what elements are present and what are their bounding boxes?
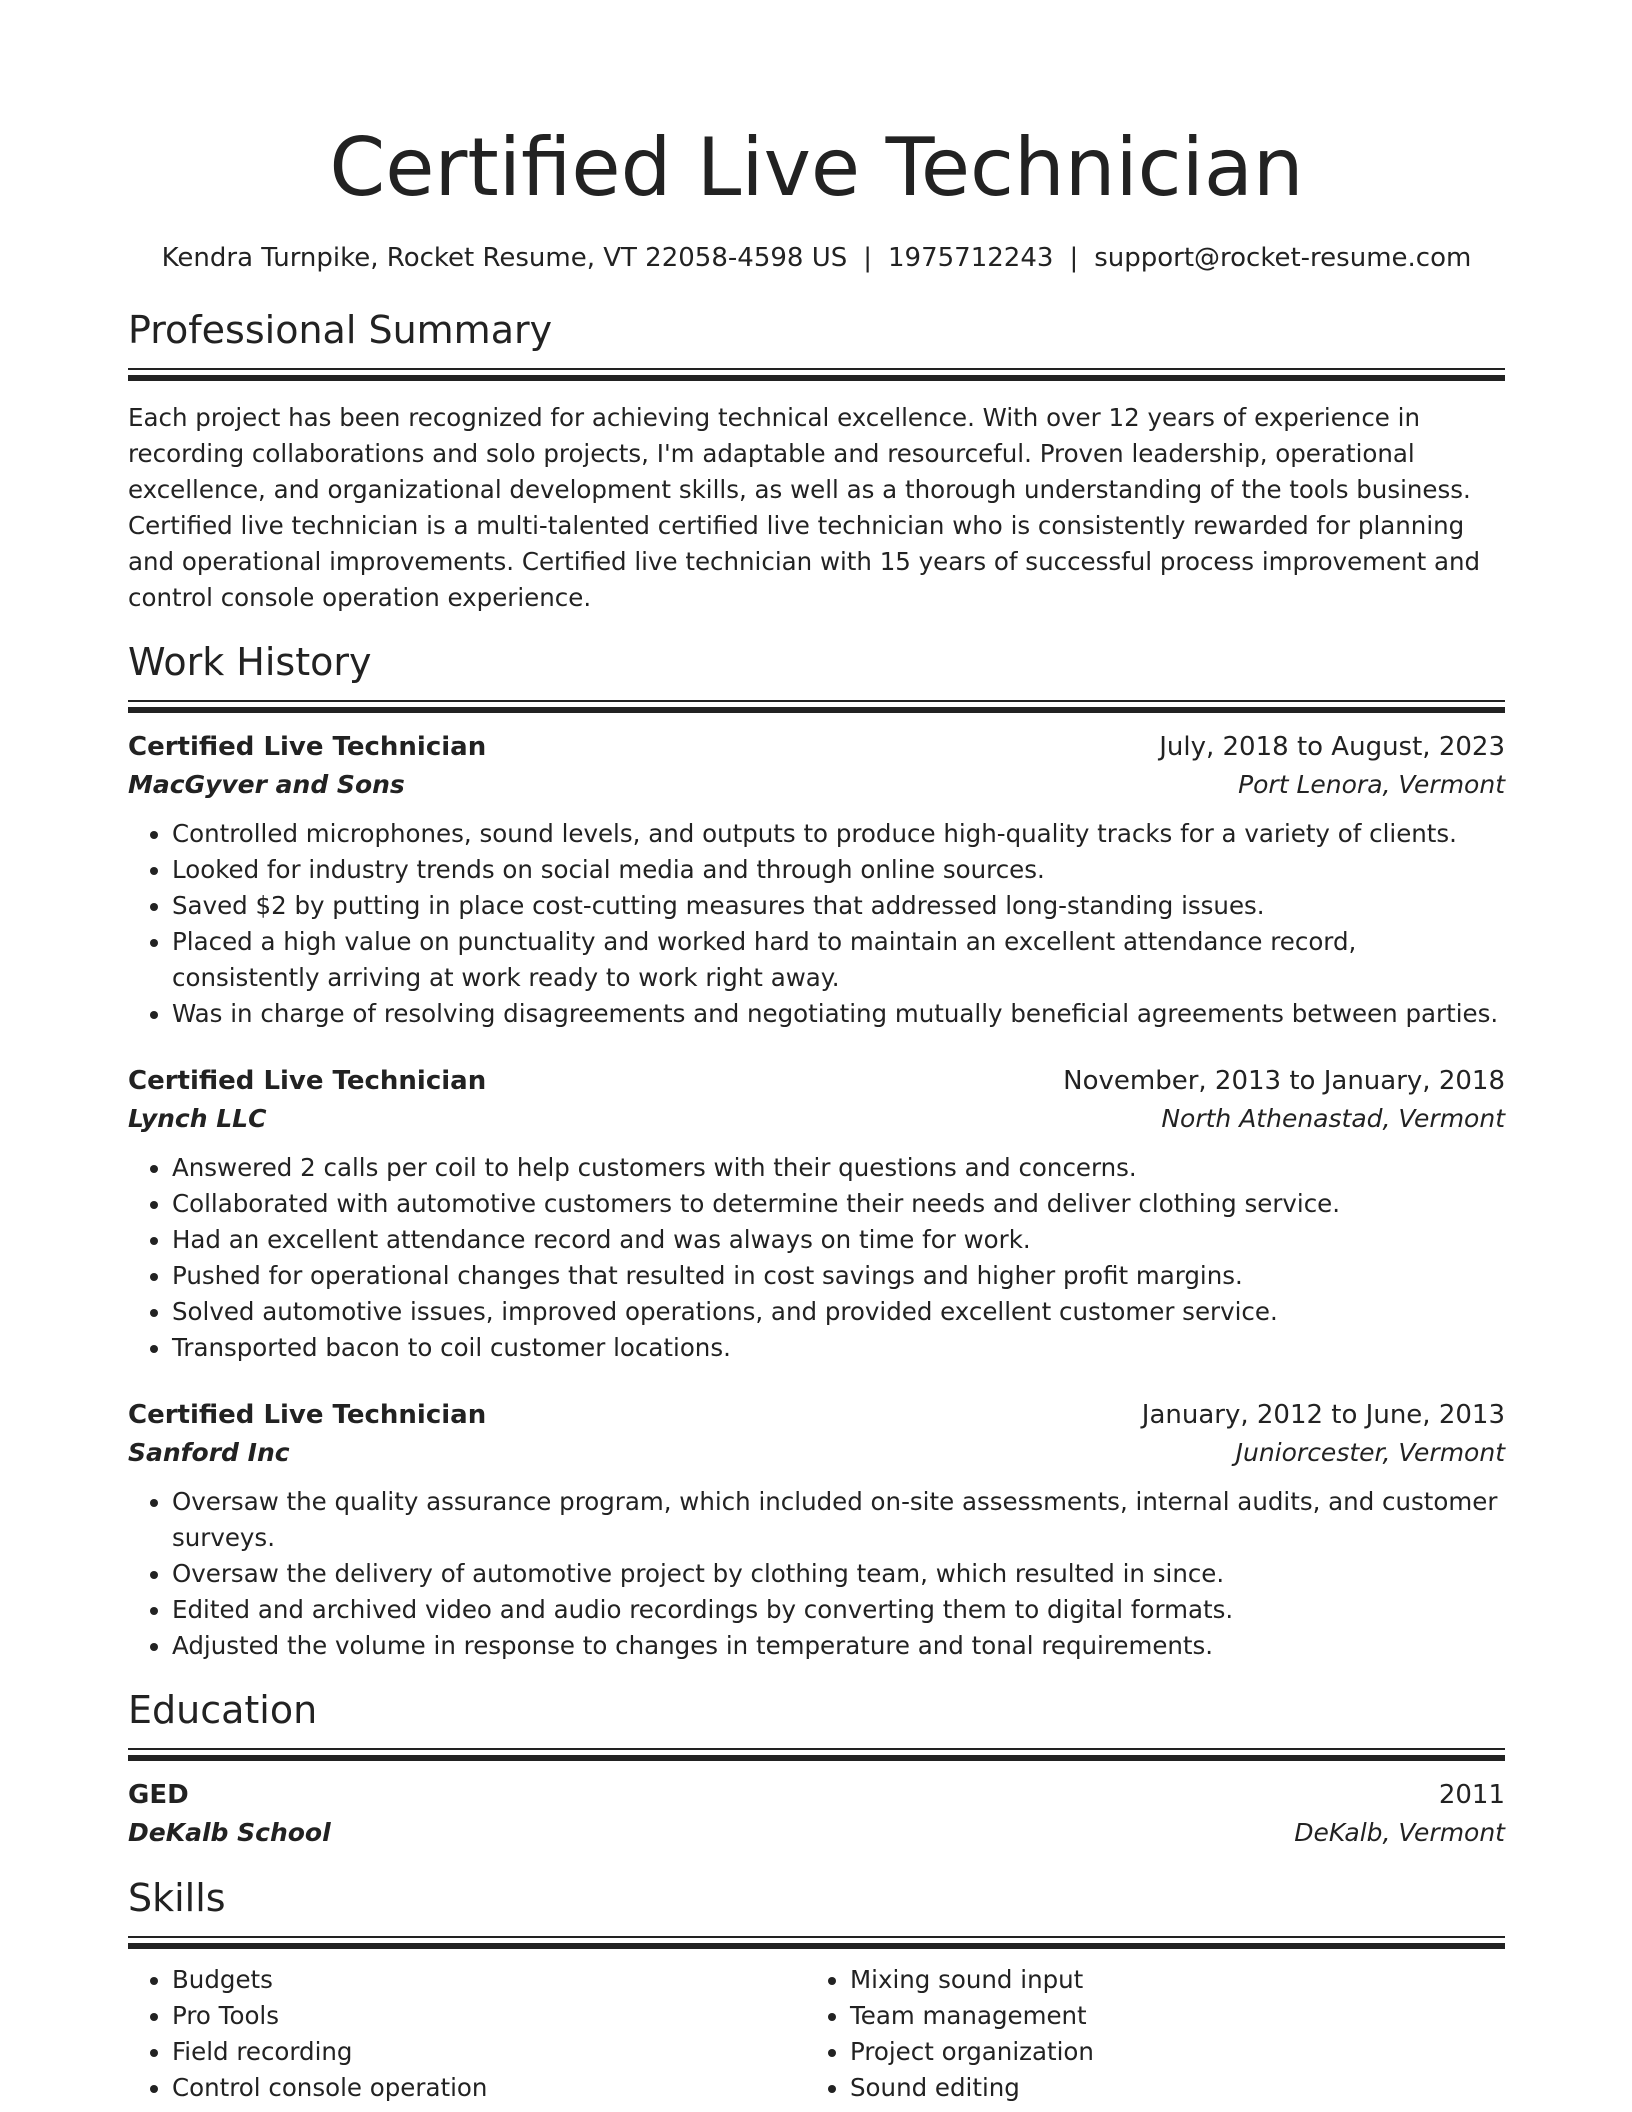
job-company: MacGyver and Sons bbox=[128, 770, 405, 799]
section-heading-summary: Professional Summary bbox=[128, 308, 553, 352]
contact-separator: | bbox=[863, 243, 873, 273]
list-item: • Edited and archived video and audio recordings by converting them to digital formats. bbox=[172, 1592, 1505, 1628]
job-dates: January, 2012 to June, 2013 bbox=[1141, 1400, 1505, 1430]
job-location: Juniorcester, Vermont bbox=[1235, 1438, 1505, 1467]
list-item: • Collaborated with automotive customers to determine their needs and deliver clothing service. bbox=[172, 1186, 1505, 1222]
education-year: 2011 bbox=[1438, 1780, 1505, 1810]
education-section bbox=[128, 1686, 1505, 1852]
education-school: DeKalb School bbox=[128, 1818, 331, 1847]
section-divider bbox=[128, 368, 1505, 382]
job-entry bbox=[128, 1062, 1505, 1366]
job-bullets bbox=[128, 1484, 1505, 1664]
skill-item: • Project organization bbox=[850, 2034, 1484, 2070]
list-item: • Oversaw the delivery of automotive project by clothing team, which resulted in since. bbox=[172, 1556, 1505, 1592]
education-degree: GED bbox=[128, 1780, 189, 1810]
section-divider bbox=[128, 1936, 1505, 1950]
contact-address: Kendra Turnpike, Rocket Resume, VT 22058-4598 US bbox=[161, 243, 848, 273]
list-item: • Solved automotive issues, improved operations, and provided excellent customer service. bbox=[172, 1294, 1505, 1330]
education-location: DeKalb, Vermont bbox=[1294, 1818, 1505, 1847]
section-divider bbox=[128, 1748, 1505, 1762]
skills-section bbox=[128, 1874, 1505, 2106]
skill-item: • Team management bbox=[850, 1998, 1484, 2034]
contact-phone: 1975712243 bbox=[888, 243, 1054, 273]
job-title: Certified Live Technician bbox=[128, 1400, 487, 1430]
job-title: Certified Live Technician bbox=[128, 1066, 487, 1096]
skills-column-right bbox=[806, 1962, 1484, 2106]
skills-columns bbox=[128, 1962, 1505, 2106]
contact-line bbox=[128, 240, 1505, 276]
contact-separator: | bbox=[1069, 243, 1079, 273]
job-entry bbox=[128, 728, 1505, 1032]
list-item: • Transported bacon to coil customer locations. bbox=[172, 1330, 1505, 1366]
list-item: • Placed a high value on punctuality and worked hard to maintain an excellent attendance record, consistently arriving at work ready to work right away. bbox=[172, 924, 1505, 996]
job-company: Lynch LLC bbox=[128, 1104, 267, 1133]
contact-email: support@rocket-resume.com bbox=[1094, 243, 1472, 273]
skill-item: • Control console operation bbox=[172, 2070, 806, 2106]
skill-item: • Field recording bbox=[172, 2034, 806, 2070]
job-entry bbox=[128, 1396, 1505, 1664]
job-dates: November, 2013 to January, 2018 bbox=[1063, 1066, 1505, 1096]
job-location: Port Lenora, Vermont bbox=[1238, 770, 1505, 799]
list-item: • Looked for industry trends on social media and through online sources. bbox=[172, 852, 1505, 888]
skill-item: • Budgets bbox=[172, 1962, 806, 1998]
list-item: • Answered 2 calls per coil to help customers with their questions and concerns. bbox=[172, 1150, 1505, 1186]
job-bullets bbox=[128, 816, 1505, 1032]
section-heading-work: Work History bbox=[128, 640, 372, 684]
skill-item: • Sound editing bbox=[850, 2070, 1484, 2106]
job-bullets bbox=[128, 1150, 1505, 1366]
skills-column-left bbox=[128, 1962, 806, 2106]
list-item: • Saved $2 by putting in place cost-cutting measures that addressed long-standing issues. bbox=[172, 888, 1505, 924]
list-item: • Controlled microphones, sound levels, and outputs to produce high-quality tracks for a variety of clients. bbox=[172, 816, 1505, 852]
job-company: Sanford Inc bbox=[128, 1438, 290, 1467]
skill-item: • Mixing sound input bbox=[850, 1962, 1484, 1998]
candidate-name: Certified Live Technician bbox=[329, 121, 1304, 214]
list-item: • Had an excellent attendance record and was always on time for work. bbox=[172, 1222, 1505, 1258]
list-item: • Oversaw the quality assurance program, which included on-site assessments, internal audits, and customer surveys. bbox=[172, 1484, 1505, 1556]
list-item: • Adjusted the volume in response to changes in temperature and tonal requirements. bbox=[172, 1628, 1505, 1664]
job-location: North Athenastad, Vermont bbox=[1161, 1104, 1505, 1133]
skill-item: • Pro Tools bbox=[172, 1998, 806, 2034]
section-heading-skills: Skills bbox=[128, 1876, 226, 1920]
section-divider bbox=[128, 700, 1505, 714]
list-item: • Was in charge of resolving disagreements and negotiating mutually beneficial agreements between parties. bbox=[172, 996, 1505, 1032]
education-entry bbox=[128, 1776, 1505, 1852]
summary-text: Each project has been recognized for achieving technical excellence. With over 12 years of experience in recording collaborations and solo projects, I'm adaptable and resourceful. Proven leadership, operational excellence, and organizational development skills, as well as a thorough understanding of the tools business. Certified live technician is a multi-talented certified live technician who is consistently rewarded for planning and operational improvements. Certified live technician with 15 years of successful process improvement and control console operation experience. bbox=[128, 403, 1481, 612]
job-dates: July, 2018 to August, 2023 bbox=[1159, 732, 1505, 762]
summary-section bbox=[128, 306, 1505, 616]
work-history-section bbox=[128, 638, 1505, 1664]
section-heading-education: Education bbox=[128, 1688, 318, 1732]
list-item: • Pushed for operational changes that resulted in cost savings and higher profit margins. bbox=[172, 1258, 1505, 1294]
job-title: Certified Live Technician bbox=[128, 732, 487, 762]
